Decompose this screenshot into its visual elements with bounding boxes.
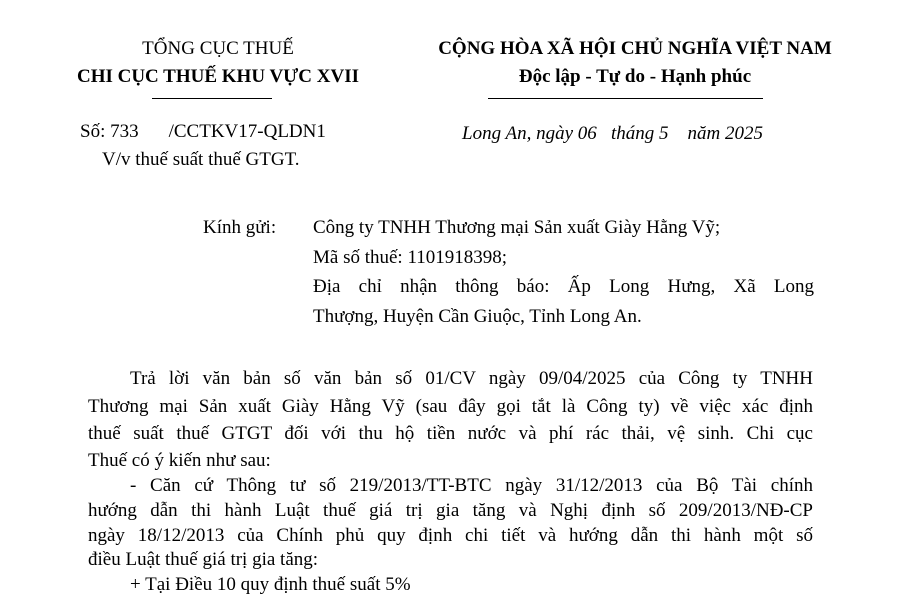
left-header-underline — [152, 98, 272, 99]
national-motto: Độc lập - Tự do - Hạnh phúc — [518, 66, 752, 87]
body-paragraph-1-line-1: Trả lời văn bản số văn bản số 01/CV ngày 09/04/2025 của Công ty TNHH — [130, 368, 813, 389]
recipient-label: Kính gửi: — [203, 217, 277, 238]
recipient-tax-code: Mã số thuế: 1101918398; — [313, 247, 508, 268]
agency-name: TỔNG CỤC THUẾ — [142, 38, 294, 59]
body-paragraph-2-line-1: - Căn cứ Thông tư số 219/2013/TT-BTC ngày 31/12/2013 của Bộ Tài chính — [130, 475, 813, 496]
document-number-prefix: Số: 733 — [80, 121, 139, 142]
document-subject: V/v thuế suất thuế GTGT. — [102, 149, 300, 170]
recipient-address-line-1: Địa chỉ nhận thông báo: Ấp Long Hưng, Xã Long — [313, 276, 814, 297]
recipient-address-line-2: Thượng, Huyện Cần Giuộc, Tỉnh Long An. — [313, 306, 642, 327]
sub-agency-name: CHI CỤC THUẾ KHU VỰC XVII — [76, 66, 360, 87]
document-number-code: /CCTKV17-QLDN1 — [168, 121, 326, 142]
body-paragraph-1-line-3: thuế suất thuế GTGT đối với thu hộ tiền nước và phí rác thải, vệ sinh. Chi cục — [88, 423, 813, 444]
document-number — [80, 121, 326, 143]
body-paragraph-3-line-1: + Tại Điều 10 quy định thuế suất 5% — [130, 574, 411, 595]
body-paragraph-1-line-2: Thương mại Sản xuất Giày Hằng Vỹ (sau đây gọi tắt là Công ty) về việc xác định — [88, 396, 813, 417]
body-paragraph-2-line-2: hướng dẫn thi hành Luật thuế giá trị gia tăng và Nghị định số 209/2013/NĐ-CP — [88, 500, 813, 521]
body-paragraph-2-line-4: điều Luật thuế giá trị gia tăng: — [88, 549, 319, 570]
body-paragraph-1-line-4: Thuế có ý kiến như sau: — [88, 450, 271, 471]
body-paragraph-2-line-3: ngày 18/12/2013 của Chính phủ quy định chi tiết và hướng dẫn thi hành một số — [88, 525, 813, 546]
place-and-date: Long An, ngày 06 tháng 5 năm 2025 — [462, 123, 764, 144]
right-header-underline — [488, 98, 763, 99]
national-title: CỘNG HÒA XÃ HỘI CHỦ NGHĨA VIỆT NAM — [438, 38, 832, 59]
recipient-company: Công ty TNHH Thương mại Sản xuất Giày Hằng Vỹ; — [313, 217, 721, 238]
